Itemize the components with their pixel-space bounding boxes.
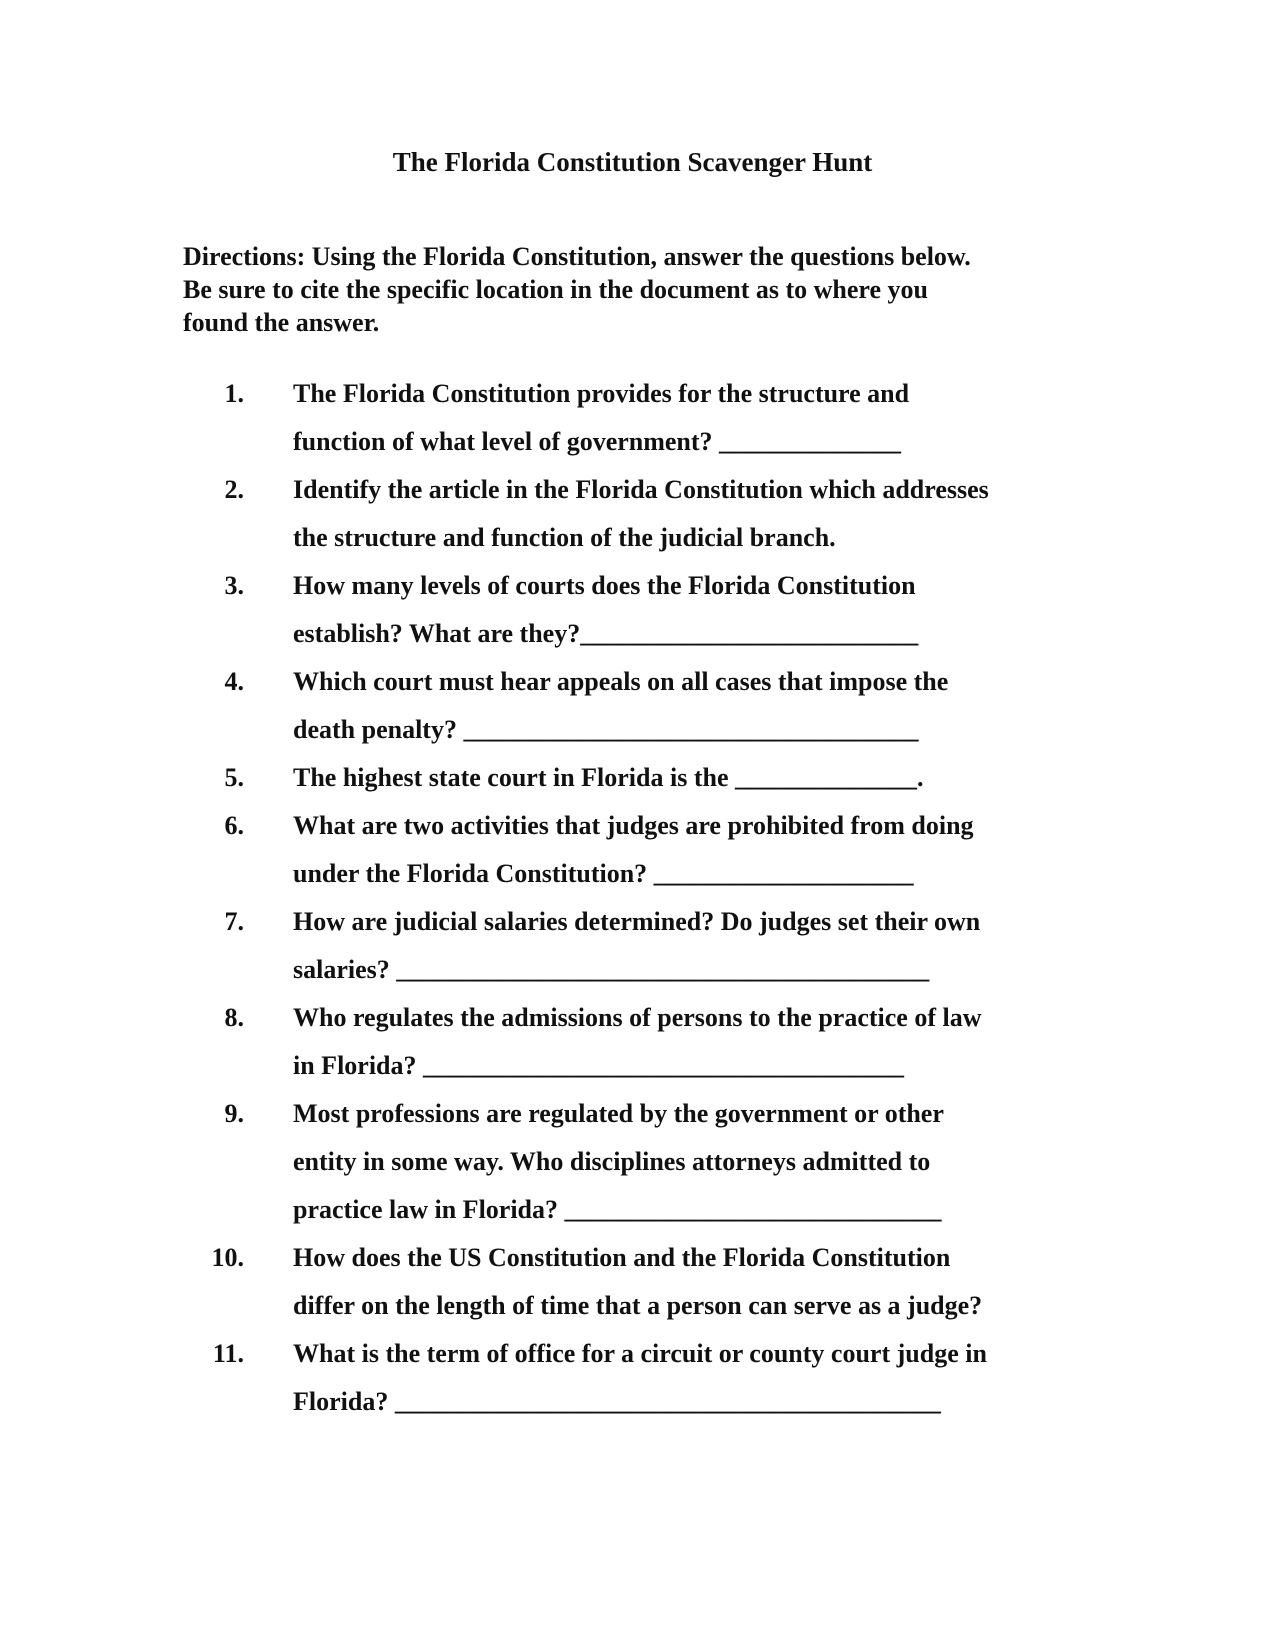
question-continuation xyxy=(0,1286,1275,1326)
question-item xyxy=(0,902,1275,942)
directions-paragraph xyxy=(183,240,1083,339)
question-continuation xyxy=(0,518,1275,558)
question-continuation xyxy=(0,1142,1275,1182)
question-item xyxy=(0,1334,1275,1374)
question-text: Florida? __________________________________________ xyxy=(293,1387,941,1416)
question-text: Most professions are regulated by the government or other xyxy=(293,1099,944,1128)
directions-line: Be sure to cite the specific location in the document as to where you xyxy=(183,275,928,304)
question-continuation xyxy=(0,1382,1275,1422)
question-text: The highest state court in Florida is the ______________. xyxy=(293,763,924,792)
question-text: Who regulates the admissions of persons to the practice of law xyxy=(293,1003,982,1032)
question-continuation xyxy=(0,422,1275,462)
directions-line: Directions: Using the Florida Constitution, answer the questions below. xyxy=(183,242,971,271)
question-number: 11. xyxy=(212,1339,244,1368)
question-number: 2. xyxy=(224,475,244,504)
question-text: under the Florida Constitution? ____________________ xyxy=(293,859,914,888)
question-item xyxy=(0,806,1275,846)
question-text: Which court must hear appeals on all cases that impose the xyxy=(293,667,949,696)
question-number: 5. xyxy=(224,763,244,792)
question-text: salaries? _________________________________________ xyxy=(293,955,930,984)
question-number: 8. xyxy=(224,1003,244,1032)
question-text: How many levels of courts does the Florida Constitution xyxy=(293,571,916,600)
question-text: Identify the article in the Florida Constitution which addresses xyxy=(293,475,989,504)
directions-line: found the answer. xyxy=(183,308,380,337)
question-text: differ on the length of time that a person can serve as a judge? xyxy=(293,1291,983,1320)
question-text: What is the term of office for a circuit or county court judge in xyxy=(293,1339,987,1368)
question-number: 6. xyxy=(224,811,244,840)
question-number: 1. xyxy=(224,379,244,408)
question-text: death penalty? ___________________________________ xyxy=(293,715,919,744)
question-continuation xyxy=(0,710,1275,750)
question-item xyxy=(0,470,1275,510)
page-title: The Florida Constitution Scavenger Hunt xyxy=(392,147,873,177)
question-number: 3. xyxy=(224,571,244,600)
question-text: function of what level of government? ______________ xyxy=(293,427,902,456)
question-number: 10. xyxy=(211,1243,244,1272)
question-continuation xyxy=(0,854,1275,894)
question-text: practice law in Florida? _____________________________ xyxy=(293,1195,942,1224)
question-text: How does the US Constitution and the Florida Constitution xyxy=(293,1243,951,1272)
question-number: 4. xyxy=(224,667,244,696)
question-item xyxy=(0,662,1275,702)
question-continuation xyxy=(0,614,1275,654)
question-text: How are judicial salaries determined? Do judges set their own xyxy=(293,907,981,936)
question-continuation xyxy=(0,1046,1275,1086)
question-item xyxy=(0,374,1275,414)
question-number: 7. xyxy=(224,907,244,936)
question-text: in Florida? _____________________________________ xyxy=(293,1051,905,1080)
question-number: 9. xyxy=(224,1099,244,1128)
question-continuation xyxy=(0,1190,1275,1230)
question-item xyxy=(0,1238,1275,1278)
question-item xyxy=(0,758,1275,798)
question-item xyxy=(0,1094,1275,1134)
question-text: What are two activities that judges are prohibited from doing xyxy=(293,811,974,840)
question-item xyxy=(0,566,1275,606)
question-continuation xyxy=(0,950,1275,990)
question-item xyxy=(0,998,1275,1038)
question-text: entity in some way. Who disciplines attorneys admitted to xyxy=(293,1147,931,1176)
question-text: The Florida Constitution provides for the structure and xyxy=(293,379,910,408)
question-text: the structure and function of the judicial branch. xyxy=(293,523,836,552)
question-text: establish? What are they?__________________________ xyxy=(293,619,919,648)
